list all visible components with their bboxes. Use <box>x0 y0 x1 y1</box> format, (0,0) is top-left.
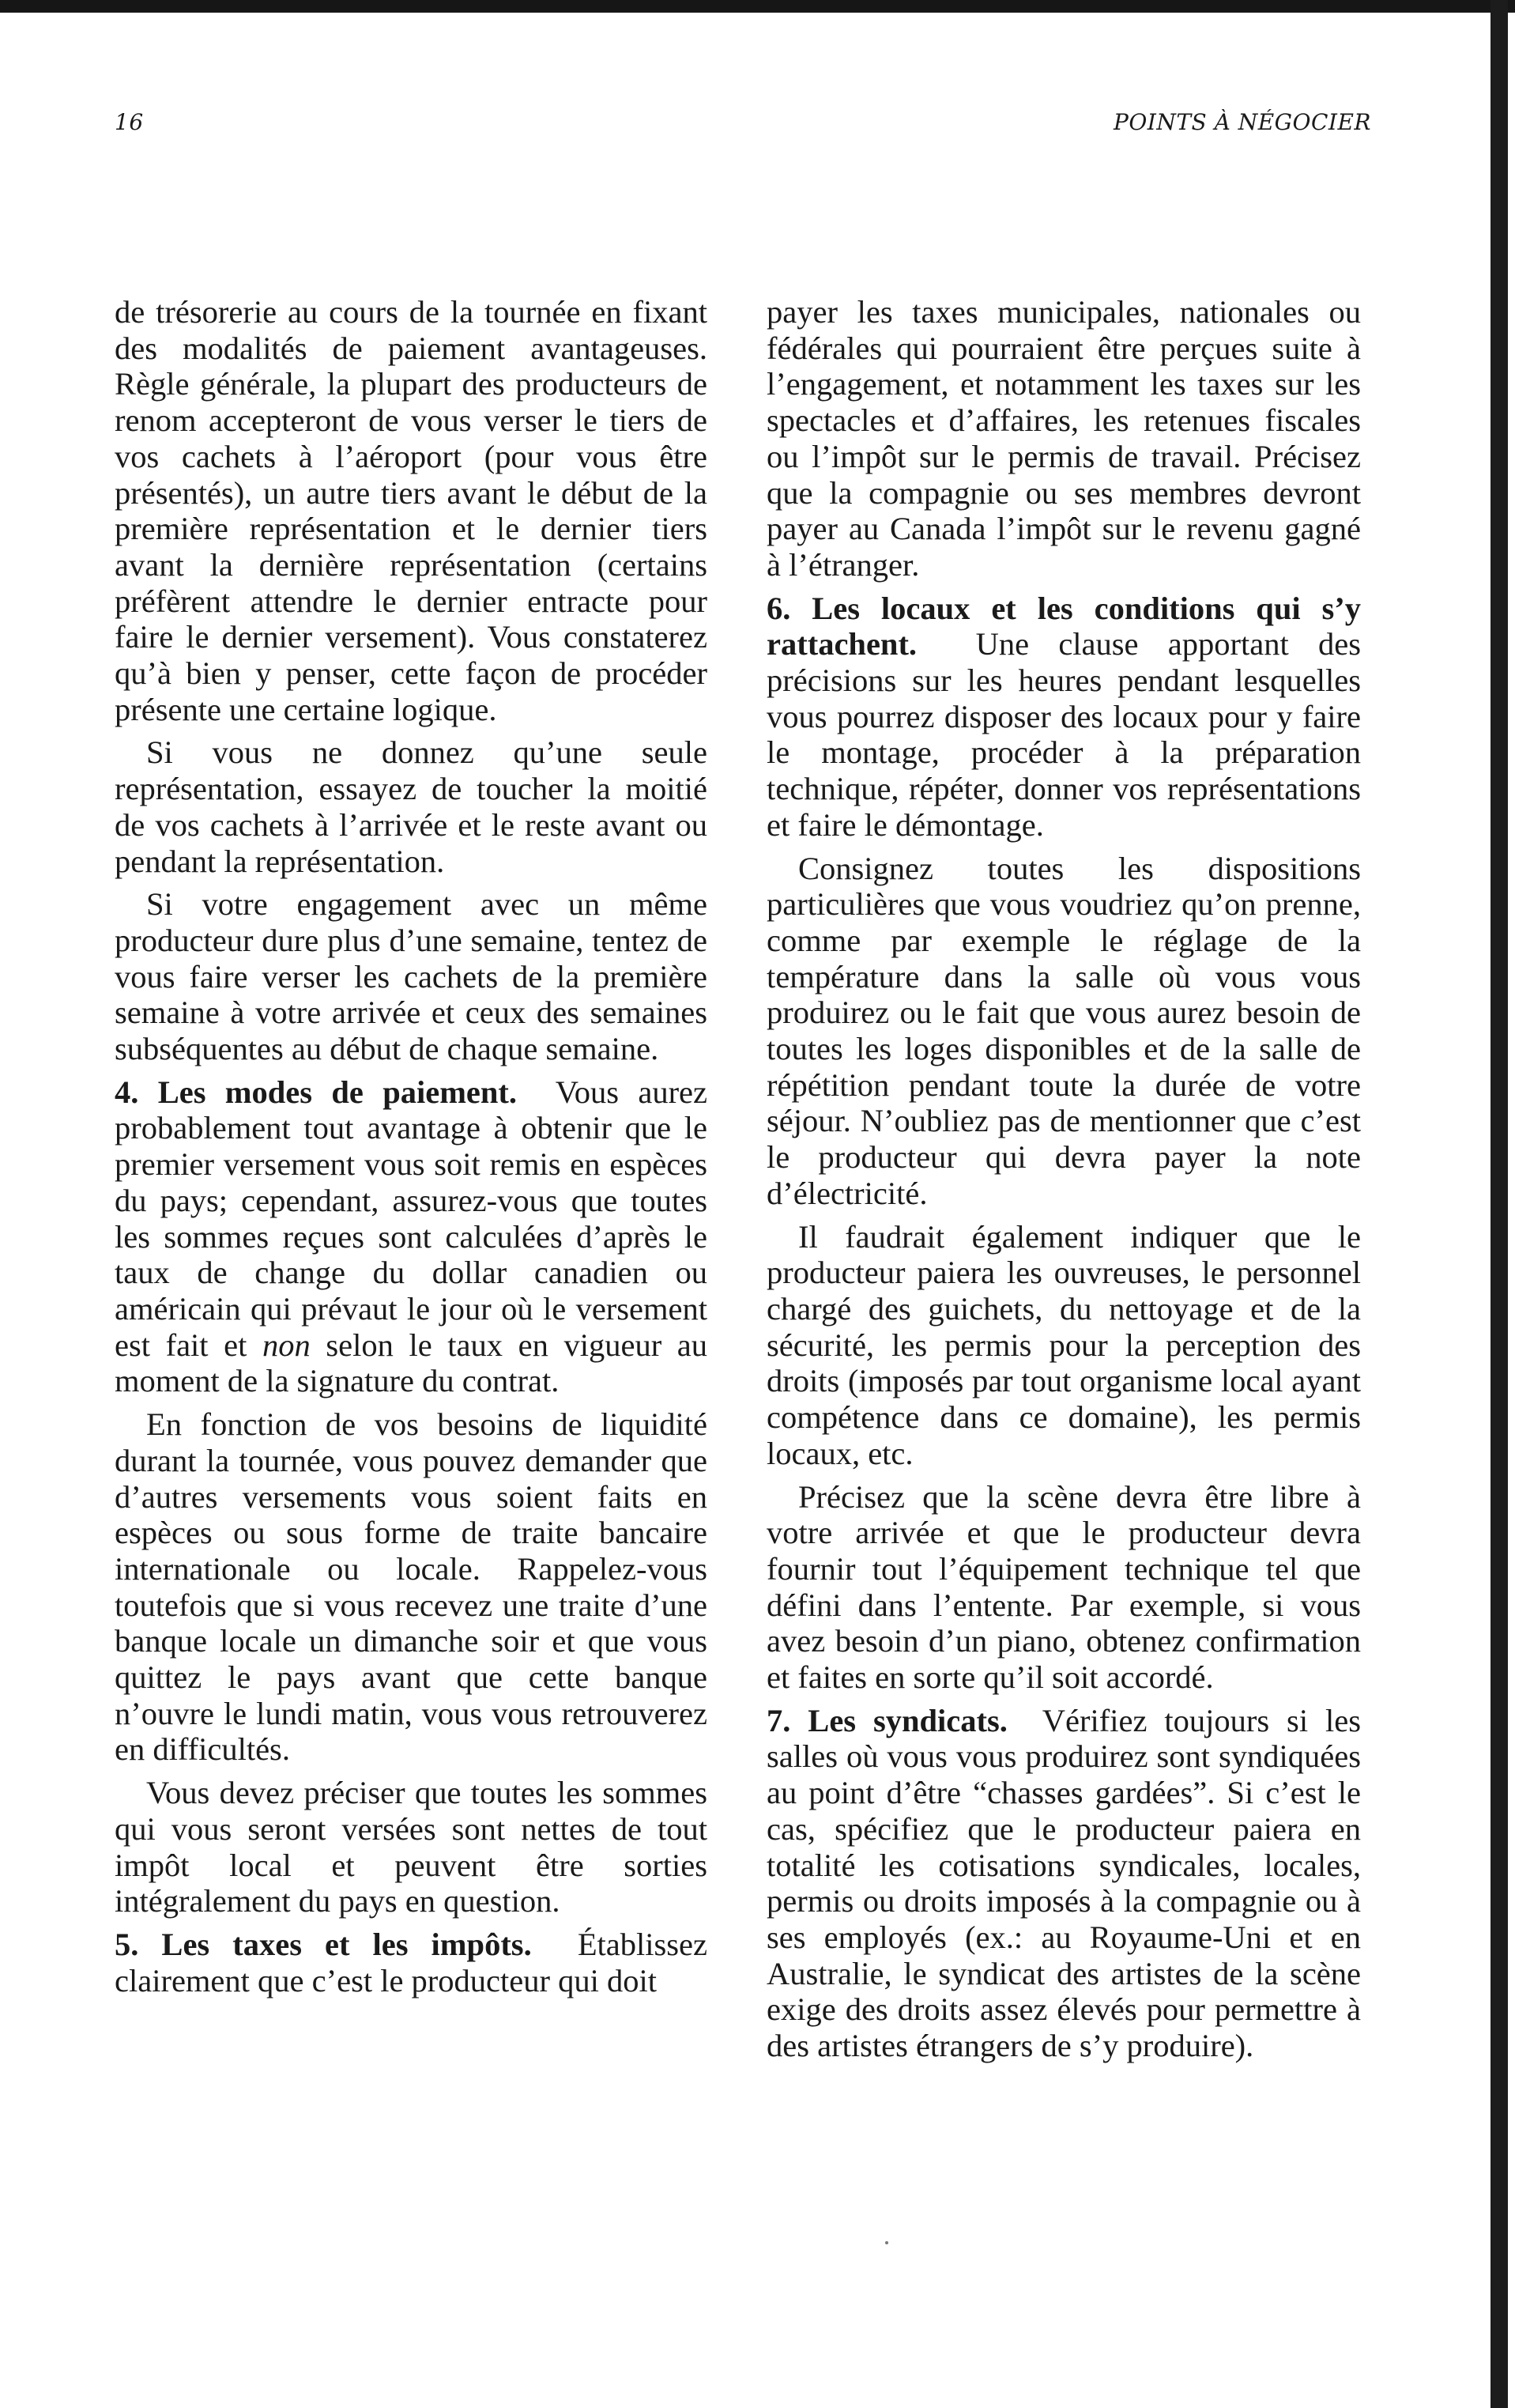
paragraph: payer les taxes municipales, nationales ou fédérales qui pourraient être perçues suite à l’engagement, et notamment les taxes sur les spectacles et d’affaires, les retenues fiscales ou l’impôt sur le permis de travail. Précisez que la compagnie ou ses membres devront payer au Canada l’impôt sur le revenu gagné à l’étranger. <box>767 294 1361 583</box>
section-heading: 7. Les syndicats. <box>767 1702 1008 1738</box>
paragraph: En fonction de vos besoins de liquidité durant la tournée, vous pouvez demander que d’autres versements vous soient faits en espèces ou sous forme de traite bancaire internationale ou locale. Rappelez-vous toutefois que si vous recevez une traite d’une banque locale un dimanche soir et que vous quittez le pays avant que cette banque n’ouvre le lundi matin, vous vous retrouverez en difficultés. <box>115 1406 707 1768</box>
paragraph: Si vous ne donnez qu’une seule représentation, essayez de toucher la moitié de vos cachets à l’arrivée et le reste avant ou pendant la représentation. <box>115 734 707 879</box>
scan-top-border <box>0 0 1515 13</box>
section-heading: 6. Les locaux et les conditions qui s’y rattachent. <box>767 590 1361 662</box>
page-number: 16 <box>115 109 144 135</box>
emphasis: non <box>262 1327 311 1363</box>
left-column <box>115 294 707 1998</box>
section-text: Vous aurez probablement tout avantage à obtenir que le premier versement vous soit remis en espèces du pays; cependant, assurez-vous que toutes les sommes reçues sont calculées d’après le taux de change du dollar canadien ou américain qui prévaut le jour où le versement est fait et <box>115 1074 708 1363</box>
scan-speck <box>885 2241 888 2244</box>
running-title: POINTS À NÉGOCIER <box>1113 109 1371 135</box>
section-text: Vérifiez toujours si les salles où vous vous produirez sont syndiquées au point d’être “chasses gardées”. Si c’est le cas, spécifiez que le producteur paiera en totalité les cotisations syndicales, locales, permis ou droits imposés à la compagnie ou à ses employés (ex.: au Royaume-Uni et en Australie, le syndicat des artistes de la scène exige des droits assez élevés pour permettre à des artistes étrangers de s’y produire). <box>767 1702 1361 2064</box>
paragraph: Précisez que la scène devra être libre à votre arrivée et que le producteur devra fournir tout l’équipement technique tel que défini dans l’entente. Par exemple, si vous avez besoin d’un piano, obtenez confirmation et faites en sorte qu’il soit accordé. <box>767 1478 1361 1696</box>
section-text: selon le taux en vigueur au moment de la signature du contrat. <box>115 1327 708 1399</box>
section-heading: 4. Les modes de paiement. <box>115 1074 518 1110</box>
section-text: Établissez clairement que c’est le producteur qui doit <box>115 1926 708 1998</box>
paragraph: Il faudrait également indiquer que le producteur paiera les ouvreuses, le personnel chargé des guichets, du nettoyage et de la sécurité, les permis pour la perception des droits (imposés par tout organisme local ayant compétence dans ce domaine), les permis locaux, etc. <box>767 1218 1361 1471</box>
right-column <box>767 294 1361 2064</box>
scan-right-border <box>1491 0 1508 2408</box>
section-5-paragraph <box>115 1927 707 1998</box>
paragraph: Consignez toutes les dispositions particulières que vous voudriez qu’on prenne, comme par exemple le réglage de la température dans la salle où vous vous produirez ou le fait que vous aurez besoin de toutes les loges disponibles et de la salle de répétition pendant toute la durée de votre séjour. N’oubliez pas de mentionner que c’est le producteur qui devra payer la note d’électricité. <box>767 850 1361 1211</box>
section-text: Une clause apportant des précisions sur les heures pendant lesquelles vous pourrez disposer des locaux pour y faire le montage, procéder à la préparation technique, répéter, donner vos représentations et faire le démontage. <box>767 626 1361 843</box>
paragraph: Si votre engagement avec un même producteur dure plus d’une semaine, tentez de vous faire verser les cachets de la première semaine à votre arrivée et ceux des semaines subséquentes au début de chaque semaine. <box>115 886 707 1067</box>
section-heading: 5. Les taxes et les impôts. <box>115 1926 532 1962</box>
section-6-paragraph <box>767 591 1361 844</box>
section-4-paragraph <box>115 1074 707 1399</box>
paragraph: Vous devez préciser que toutes les sommes qui vous seront versées sont nettes de tout impôt local et peuvent être sorties intégralement du pays en question. <box>115 1775 707 1919</box>
section-7-paragraph <box>767 1703 1361 2064</box>
paragraph: de trésorerie au cours de la tournée en fixant des modalités de paiement avantageuses. Règle générale, la plupart des producteurs de renom accepteront de vous verser le tiers de vos cachets à l’aéroport (pour vous être présentés), un autre tiers avant le début de la première représentation et le dernier tiers avant la dernière représentation (certains préfèrent attendre le dernier entracte pour faire le dernier versement). Vous constaterez qu’à bien y penser, cette façon de procéder présente une certaine logique. <box>115 294 707 727</box>
